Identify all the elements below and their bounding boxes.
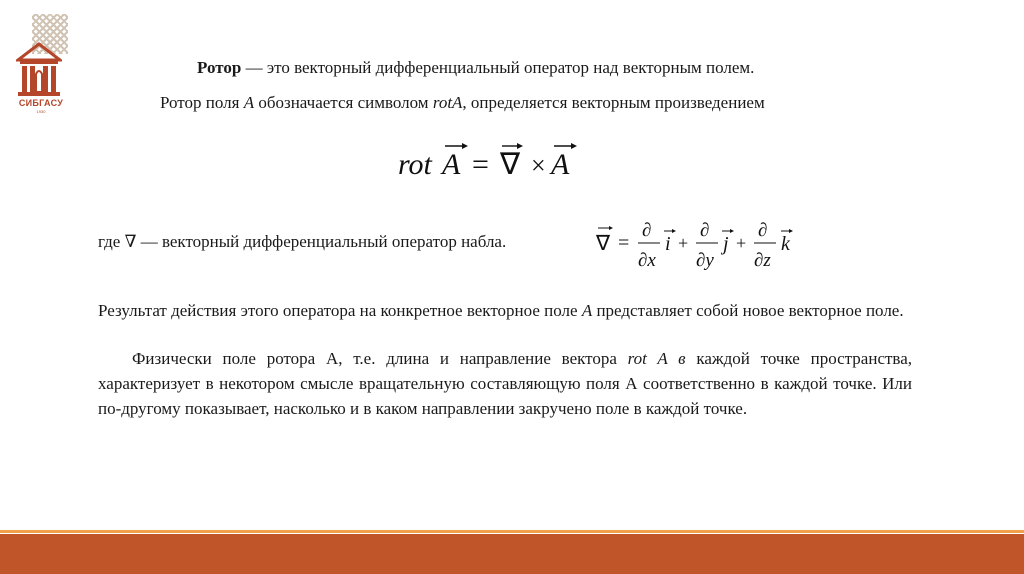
university-logo xyxy=(14,14,68,116)
definition-line xyxy=(197,56,754,80)
partial-x-top: ∂ xyxy=(642,220,652,241)
plus-2: + xyxy=(736,233,747,253)
nabla-equals: = xyxy=(618,232,630,254)
nabla-formula xyxy=(596,212,806,274)
notation-text-3: , определяется векторным произведением xyxy=(462,93,765,112)
notation-line xyxy=(160,91,765,115)
footer-accent-line xyxy=(0,530,1024,533)
paragraph-physical-body xyxy=(98,346,912,421)
nabla-symbol: ∇ xyxy=(596,231,611,255)
nabla-description: где ∇ — векторный дифференциальный оператор набла. xyxy=(98,232,507,251)
logo-subtext: 1930 xyxy=(36,109,46,114)
formula-equals: = xyxy=(472,148,489,181)
formula-a-2: A xyxy=(551,148,570,181)
paragraph-physical-text-2: каждой точке пространства, характеризует в некотором смысле вращательную составляющую поля А соответственно в каждой точке. Или по-другому показывает, насколько и в каком направлении закручено поле в каждой точке. xyxy=(98,349,913,418)
plus-1: + xyxy=(678,233,689,253)
notation-text-1: Ротор поля xyxy=(160,93,244,112)
unit-j: j xyxy=(723,233,729,255)
footer-bar xyxy=(0,534,1024,574)
formula-rot: rot xyxy=(398,148,432,181)
paragraph-result-text-1: Результат действия этого оператора на конкретное векторное поле xyxy=(98,301,582,320)
paragraph-physical-var: rot A в xyxy=(627,349,686,368)
term: Ротор xyxy=(197,58,242,77)
notation-var-a: A xyxy=(243,93,255,112)
paragraph-result-var: A xyxy=(581,301,593,320)
partial-x-bottom: ∂x xyxy=(638,250,656,271)
partial-y-top: ∂ xyxy=(700,220,710,241)
formula-nabla: ∇ xyxy=(500,148,521,181)
paragraph-physical-text-1: Физически поле ротора А, т.е. длина и направление вектора xyxy=(132,349,628,368)
partial-z-bottom: ∂z xyxy=(754,250,771,271)
paragraph-result-text-2: представляет собой новое векторное поле. xyxy=(592,301,904,320)
partial-z-top: ∂ xyxy=(758,220,768,241)
paragraph-result xyxy=(98,298,912,323)
notation-var-rota: rotA xyxy=(432,93,463,112)
notation-text-2: обозначается символом xyxy=(254,93,433,112)
unit-k: k xyxy=(781,233,790,255)
formula-a-1: A xyxy=(442,148,461,181)
paragraph-physical xyxy=(98,346,912,421)
definition-text: — это векторный дифференциальный оператор над векторным полем. xyxy=(241,58,755,77)
building-icon xyxy=(16,42,62,98)
partial-y-bottom: ∂y xyxy=(696,250,714,271)
formula-times: × xyxy=(531,151,546,180)
unit-i: i xyxy=(665,233,671,255)
logo-text: СИБГАСУ xyxy=(18,98,64,108)
rot-formula xyxy=(398,140,588,184)
